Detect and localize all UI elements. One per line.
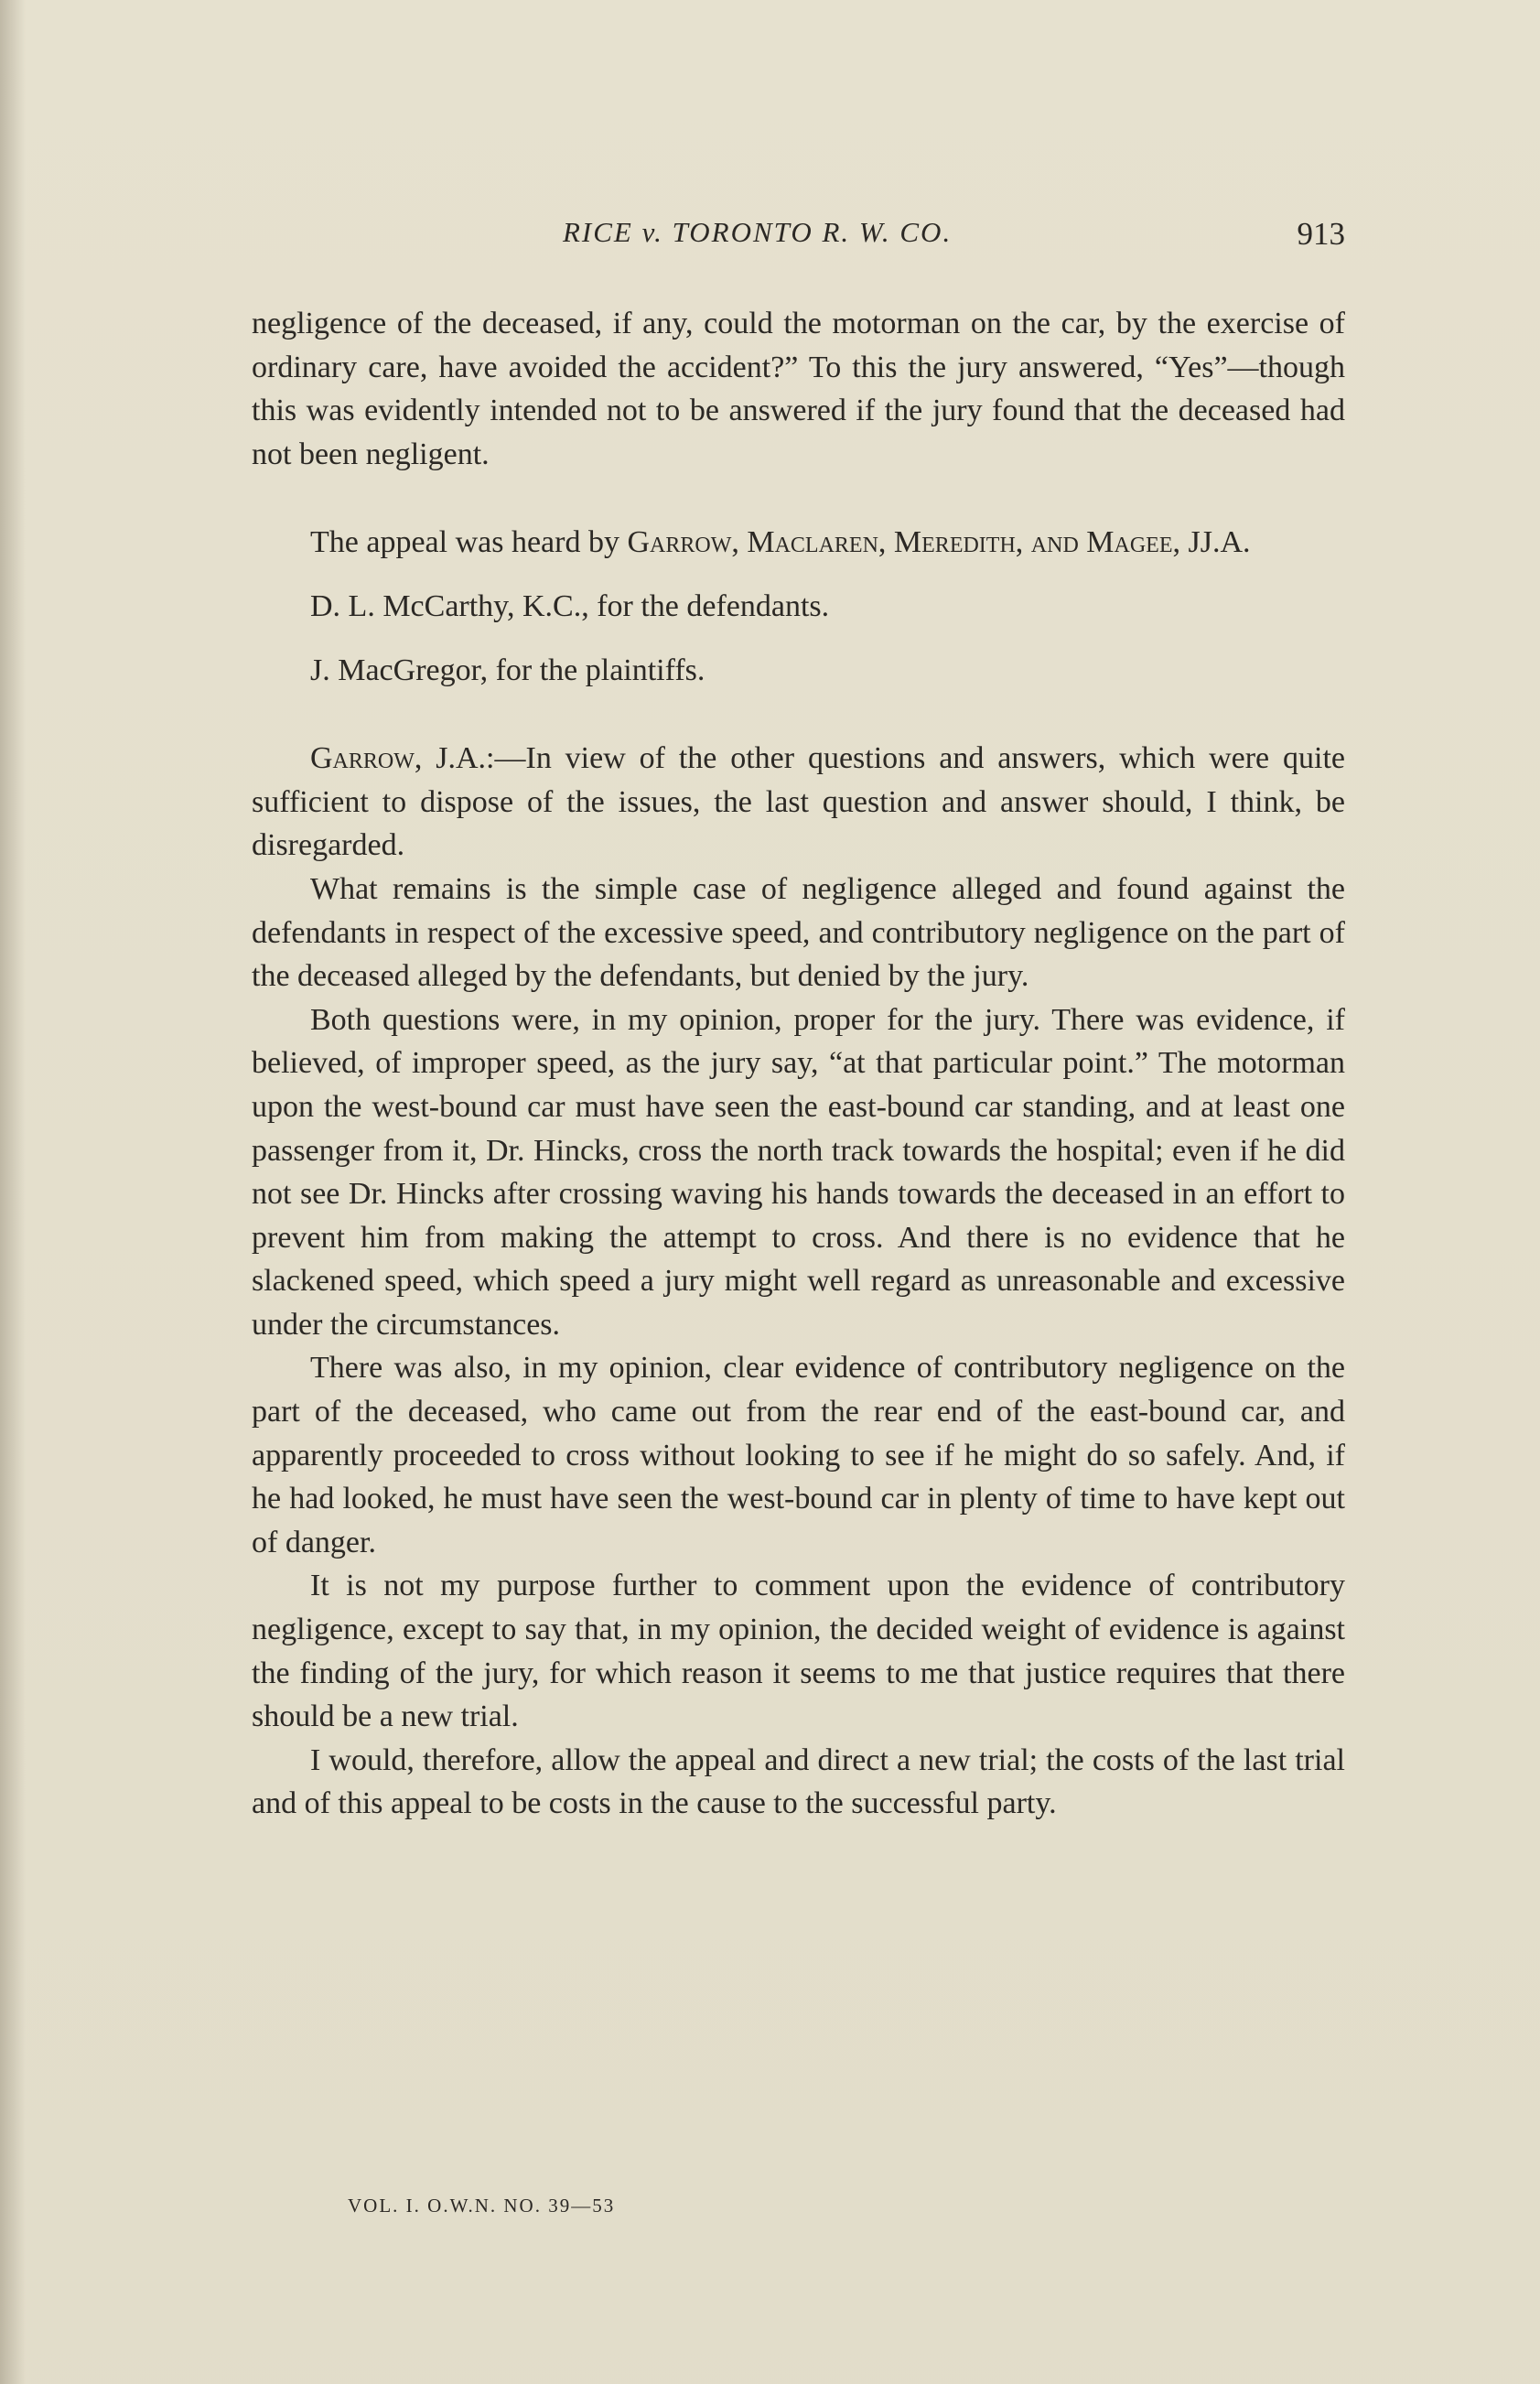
signature-mark: VOL. I. O.W.N. NO. 39—53	[348, 2195, 616, 2217]
paragraph-both-questions: Both questions were, in my opinion, proper for the jury. There was evidence, if believed, of improper speed, as the jury say, “at that particular point.” The motorman upon the west-bound car must have seen the east-bound car standing, and at least one passenger from it, Dr. Hincks, cross the north track towards the hospital; even if he did not see Dr. Hincks after crossing waving his hands towards the deceased in an effort to prevent him from making the attempt to cross. And there is no evidence that he slackened speed, which speed a jury might well regard as unreasonable and excessive under the circumstances.	[252, 1002, 1345, 1342]
paragraph-conclusion: I would, therefore, allow the appeal and direct a new trial; the costs of the last trial and of this appeal to be costs in the cause to the successful party.	[252, 1742, 1345, 1821]
paragraph-appeal-heard	[252, 521, 1345, 565]
judge-name: Garrow, J.A.	[310, 741, 487, 776]
running-title: RICE v. TORONTO R. W. CO.	[563, 216, 953, 248]
paragraph-what-remains: What remains is the simple case of negligence alleged and found against the defendants in respect of the excessive speed, and contributory negligence on the part of the deceased alleged by the defendants, but denied by the jury.	[252, 871, 1345, 994]
garrow-opening-text: :—In view of the other questions and answers, which were quite sufficient to dispose of the issues, the last question and answer should, I think, be disregarded.	[252, 741, 1345, 863]
body-text	[252, 302, 1345, 1826]
judges-list: Garrow, Maclaren, Meredith, and Magee, JJ.A.	[627, 525, 1251, 560]
paragraph-new-trial-reason: It is not my purpose further to comment upon the evidence of contributory negligence, except to say that, in my opinion, the decided weight of evidence is against the finding of the jury, for which reason it seems to me that justice requires that there should be a new trial.	[252, 1569, 1345, 1734]
counsel-defendants: D. L. McCarthy, K.C., for the defendants.	[310, 588, 830, 623]
paragraph-1: negligence of the deceased, if any, could the motorman on the car, by the exercise of ordinary care, have avoided the accident?” To this the jury answered, “Yes”—though this was evidently intended not to be answered if the jury found that the deceased had not been negligent.	[252, 307, 1345, 471]
paragraph-garrow-opening	[252, 737, 1345, 868]
running-head	[252, 216, 1345, 262]
counsel-plaintiffs: J. MacGregor, for the plaintiffs.	[310, 653, 705, 687]
paragraph-contributory-evidence: There was also, in my opinion, clear evidence of contributory negligence on the part of the deceased, who came out from the rear end of the east-bound car, and apparently proceeded to cross without looking to see if he might do so safely. And, if he had looked, he must have seen the west-bound car in plenty of time to have kept out of danger.	[252, 1351, 1345, 1559]
page-number: 913	[1297, 216, 1345, 252]
appeal-heard-lead: The appeal was heard by	[310, 525, 628, 560]
